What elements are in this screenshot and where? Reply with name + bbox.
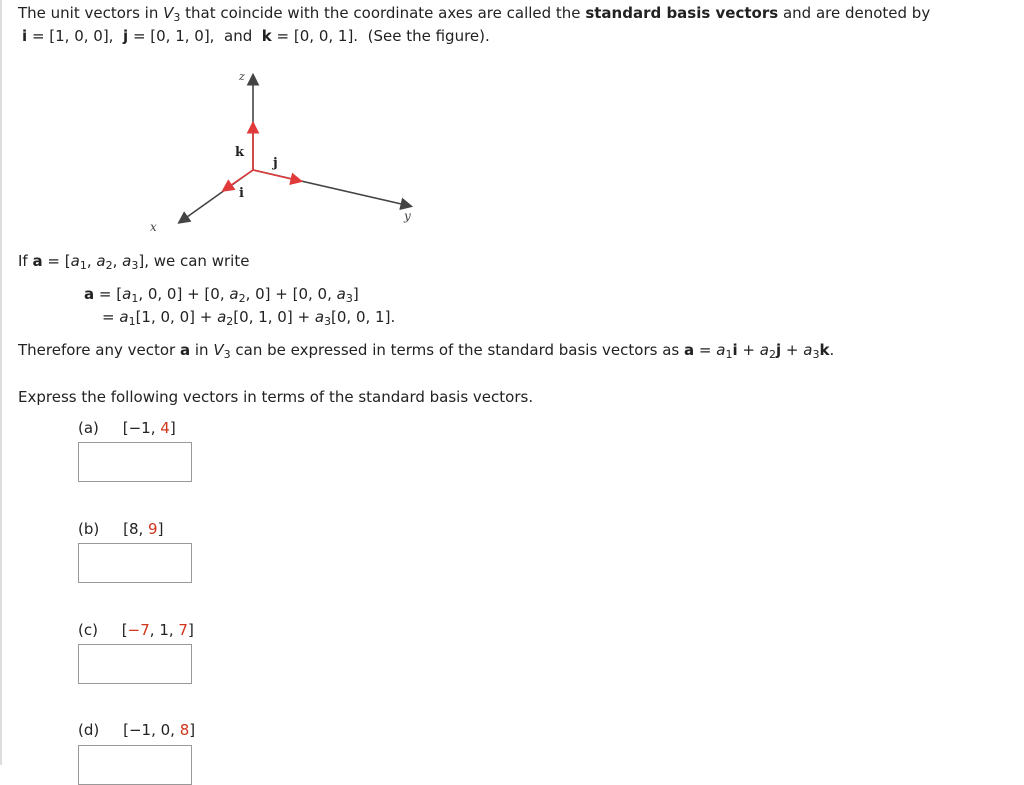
text: [ — [123, 520, 129, 538]
part-b-label-row: (b) [8, 9] — [78, 520, 164, 538]
component-highlight: 8 — [179, 721, 190, 739]
therefore-line — [18, 341, 834, 359]
subscript: 1 — [131, 292, 139, 305]
text: If — [18, 252, 28, 270]
a3: a — [336, 285, 346, 303]
subscript: 3 — [345, 292, 353, 305]
part-a-label-row: (a) [−1, 4] — [78, 419, 176, 437]
answer-input-a[interactable] — [78, 442, 192, 482]
part-label: (b) — [78, 520, 100, 538]
intro-text: that coincide with the coordinate axes are called the — [185, 4, 581, 22]
a3: a — [314, 308, 325, 326]
text: . — [829, 341, 835, 359]
text: = [ — [98, 285, 123, 303]
a3: a — [122, 252, 132, 270]
vec-j-label: j — [273, 156, 278, 171]
text: ] — [157, 520, 164, 538]
component-highlight: 7 — [178, 621, 188, 639]
basis-i: i — [732, 341, 738, 359]
part-label: (c) — [78, 621, 98, 639]
component: 8 — [128, 520, 139, 538]
space-subscript: 3 — [173, 11, 181, 24]
basis-k-value: = [0, 0, 1]. — [276, 27, 359, 45]
component-highlight: −7 — [127, 621, 150, 639]
subscript: 3 — [131, 259, 139, 272]
component-highlight: 9 — [148, 520, 158, 538]
x-axis-label: x — [150, 220, 157, 234]
text: + — [742, 341, 755, 359]
y-axis-label: y — [404, 209, 411, 223]
text: ] — [187, 621, 194, 639]
component: −1 — [128, 721, 152, 739]
text: = — [698, 341, 712, 359]
vector-a: a — [84, 285, 95, 303]
component-highlight: 4 — [160, 419, 170, 437]
text: [ — [123, 721, 129, 739]
text: Therefore any vector — [18, 341, 176, 359]
left-border — [0, 0, 2, 765]
text: can be expressed in terms of the standard basis vectors as — [235, 341, 680, 359]
vec-i-label: i — [239, 186, 244, 201]
text: ] — [352, 285, 359, 303]
text: = [ — [47, 252, 71, 270]
basis-k: k — [819, 341, 830, 359]
text: [1, 0, 0] + — [135, 308, 213, 326]
answer-input-b[interactable] — [78, 543, 192, 583]
basis-j-value: = [0, 1, 0], — [132, 27, 215, 45]
equation-line-2 — [102, 308, 395, 326]
subscript: 1 — [128, 315, 136, 328]
text: , 0] + [0, 0, — [245, 285, 332, 303]
text: [ — [121, 621, 128, 639]
basis-i-value: = [1, 0, 0], — [31, 27, 114, 45]
unit-vector-j — [253, 170, 300, 181]
intro-text: The unit vectors in — [18, 4, 159, 22]
basis-k-label: k — [261, 27, 272, 45]
subscript: 2 — [768, 348, 776, 361]
equation-line-1 — [84, 285, 359, 303]
a3: a — [803, 341, 813, 359]
intro-line-2 — [22, 27, 490, 45]
subscript: 1 — [79, 259, 87, 272]
subscript: 2 — [226, 315, 234, 328]
basis-i-label: i — [22, 27, 28, 45]
a2: a — [96, 252, 106, 270]
part-d-label-row: (d) [−1, 0, 8] — [78, 721, 196, 739]
text: , 0, 0] + [0, — [138, 285, 225, 303]
a2: a — [229, 285, 239, 303]
subscript: 3 — [223, 348, 231, 361]
subscript: 2 — [105, 259, 113, 272]
text: [ — [122, 419, 129, 437]
text: = — [102, 308, 115, 326]
intro-text: and are denoted by — [782, 4, 931, 22]
a2: a — [217, 308, 227, 326]
text: , — [112, 252, 118, 270]
vector-a: a — [32, 252, 43, 270]
part-label: (a) — [78, 419, 99, 437]
text: in — [194, 341, 209, 359]
text: , — [86, 252, 92, 270]
expansion-lead — [18, 252, 249, 270]
component: 1 — [159, 621, 169, 639]
text: ] — [169, 419, 176, 437]
text: [0, 1, 0] + — [233, 308, 311, 326]
a2: a — [759, 341, 769, 359]
vec-k-label: k — [235, 145, 245, 160]
part-c-label-row: (c) [−7, 1, 7] — [78, 621, 194, 639]
a1: a — [119, 308, 129, 326]
vector-a: a — [179, 341, 191, 359]
text: ], we can write — [138, 252, 250, 270]
vector-a: a — [684, 341, 695, 359]
intro-text: and — [224, 27, 253, 45]
part-label: (d) — [78, 721, 100, 739]
term-standard-basis: standard basis vectors — [585, 4, 779, 22]
question-prompt: Express the following vectors in terms of the standard basis vectors. — [18, 388, 534, 406]
basis-j-label: j — [123, 27, 129, 45]
basis-vector-figure — [140, 64, 430, 234]
text: [0, 0, 1]. — [331, 308, 396, 326]
component: −1 — [128, 419, 151, 437]
subscript: 1 — [725, 348, 733, 361]
a1: a — [716, 341, 726, 359]
a1: a — [122, 285, 132, 303]
z-axis-label: z — [239, 70, 245, 83]
space-symbol: V — [213, 341, 224, 359]
component: 0 — [160, 721, 171, 739]
text: ] — [189, 721, 196, 739]
basis-j: j — [775, 341, 782, 359]
subscript: 2 — [238, 292, 246, 305]
subscript: 3 — [324, 315, 332, 328]
subscript: 3 — [812, 348, 820, 361]
text: + — [785, 341, 799, 359]
answer-input-d[interactable] — [78, 745, 192, 785]
see-figure-text: (See the figure). — [367, 27, 490, 45]
intro-line-1 — [18, 4, 930, 22]
a1: a — [70, 252, 80, 270]
answer-input-c[interactable] — [78, 644, 192, 684]
space-symbol: V — [163, 4, 174, 22]
